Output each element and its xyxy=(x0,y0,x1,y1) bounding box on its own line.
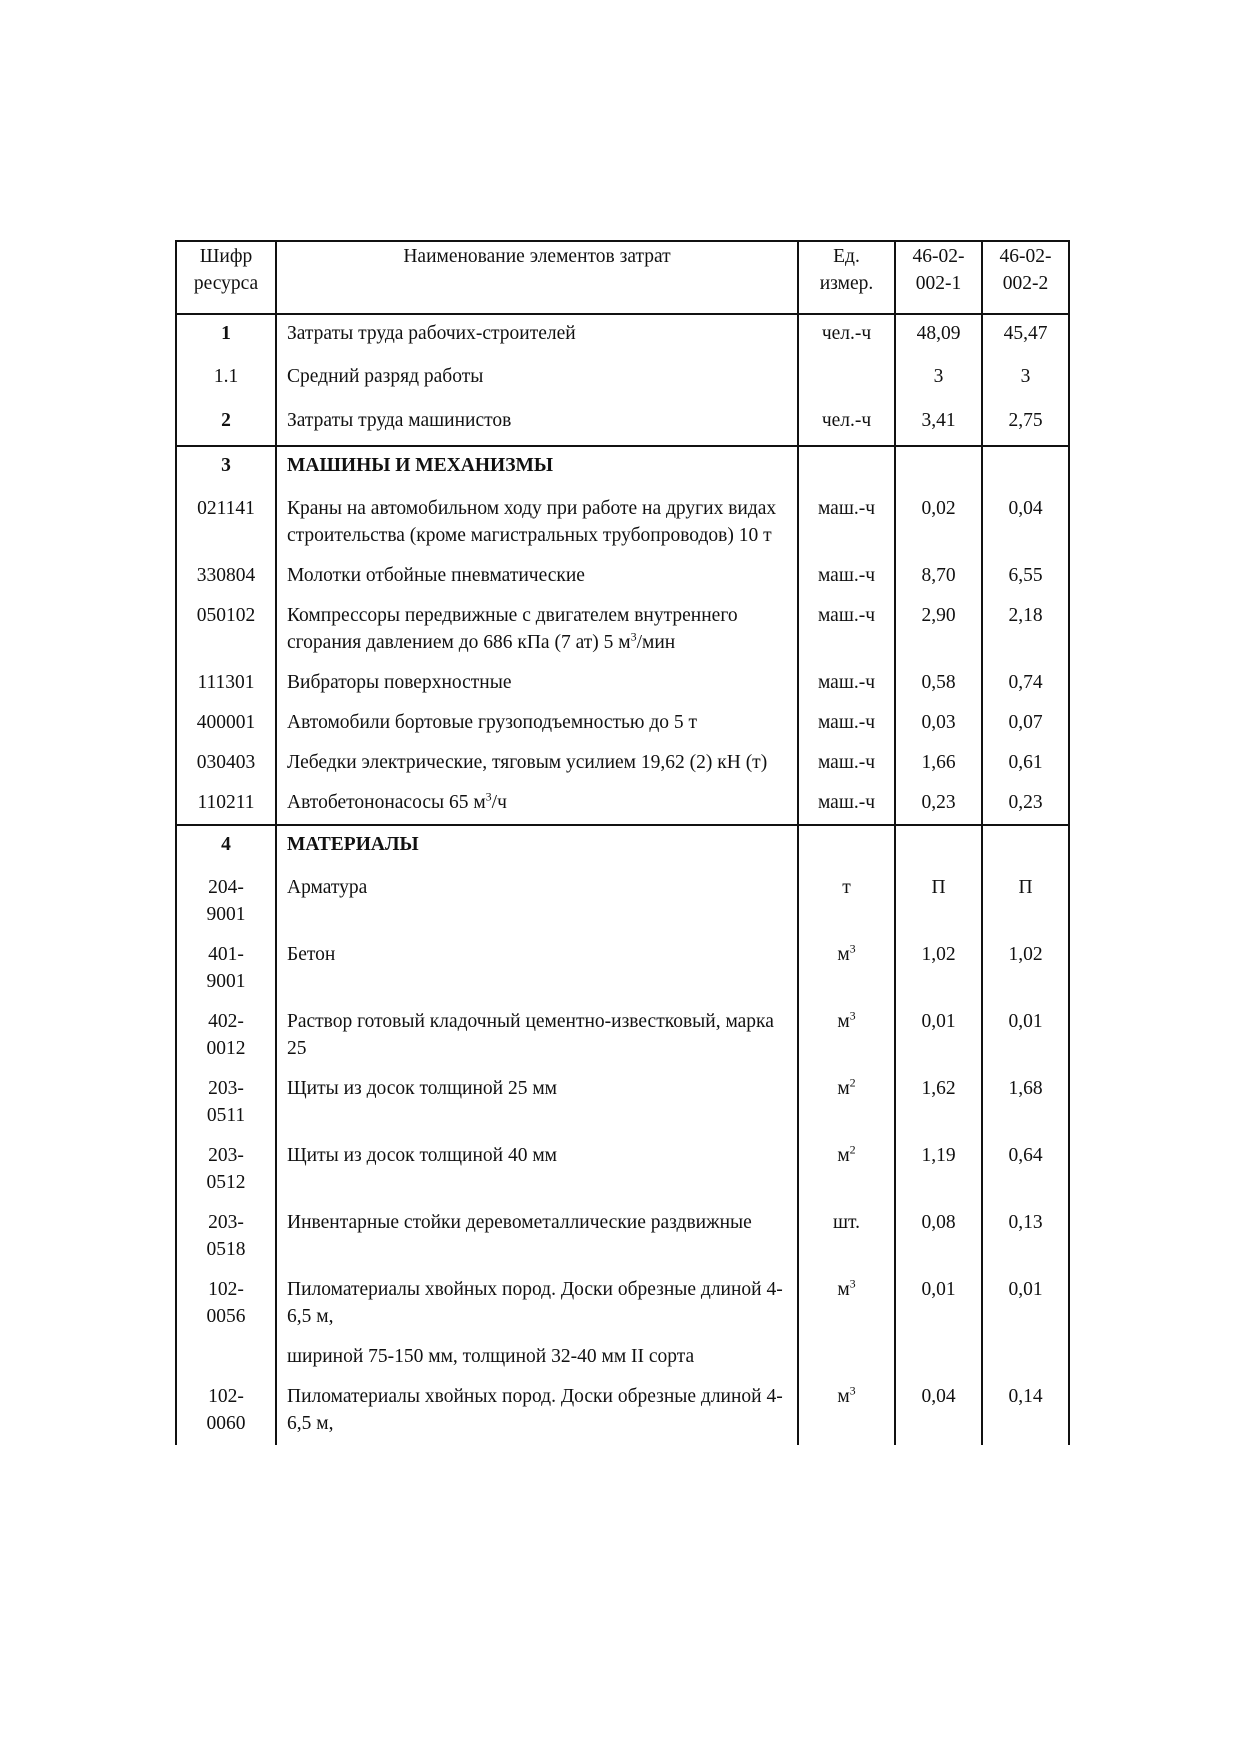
table-row: 110211 Автобетононасосы 65 $м^3/ч$ маш.-ч 0,23 0,23 xyxy=(176,784,1069,825)
resource-table xyxy=(175,240,1070,1445)
section-row-machines: 3 МАШИНЫ И МЕХАНИЗМЫ xyxy=(176,446,1069,490)
header-norm-2: 46-02- 002-2 xyxy=(982,241,1069,314)
table-row: 030403 Лебедки электрические, тяговым усилием 19,62 (2) кН (т) маш.-ч 1,66 0,61 xyxy=(176,744,1069,784)
table-row: 204- 9001 Арматура т П П xyxy=(176,869,1069,936)
table-row: 400001 Автомобили бортовые грузоподъемностью до 5 т маш.-ч 0,03 0,07 xyxy=(176,704,1069,744)
table-row: 330804 Молотки отбойные пневматические маш.-ч 8,70 6,55 xyxy=(176,557,1069,597)
table-row: 050102 Компрессоры передвижные с двигателем внутреннего сгорания давлением до 686 кПа (7 ат) 5 $м^3$/мин маш.-ч 2,90 2,18 xyxy=(176,597,1069,664)
table-row: 111301 Вибраторы поверхностные маш.-ч 0,58 0,74 xyxy=(176,664,1069,704)
table-row: 402- 0012 Раствор готовый кладочный цементно-известковый, марка 25 $м^3$ 0,01 0,01 xyxy=(176,1003,1069,1070)
table-row: 021141 Краны на автомобильном ходу при работе на других видах строительства (кроме магистральных трубопроводов) 10 т маш.-ч 0,02 0,04 xyxy=(176,490,1069,557)
table-row: 203- 0518 Инвентарные стойки деревометаллические раздвижные шт. 0,08 0,13 xyxy=(176,1204,1069,1271)
header-unit: Ед. измер. xyxy=(798,241,895,314)
header-code: Шифр ресурса xyxy=(176,241,276,314)
table-header-row xyxy=(176,241,1069,314)
resource-table-page xyxy=(175,240,1068,1445)
table-row: 102- 0060 Пиломатериалы хвойных пород. Доски обрезные длиной 4-6,5 м, $м^3$ 0,04 0,14 xyxy=(176,1378,1069,1445)
header-name: Наименование элементов затрат xyxy=(276,241,798,314)
table-row: 1.1 Средний разряд работы 3 3 xyxy=(176,358,1069,402)
table-row: 203- 0512 Щиты из досок толщиной 40 мм $м^2$ 1,19 0,64 xyxy=(176,1137,1069,1204)
table-row-continuation: шириной 75-150 мм, толщиной 32-40 мм II сорта xyxy=(176,1338,1069,1378)
table-row: 203- 0511 Щиты из досок толщиной 25 мм $м^2$ 1,62 1,68 xyxy=(176,1070,1069,1137)
table-row: 401- 9001 Бетон $м^3$ 1,02 1,02 xyxy=(176,936,1069,1003)
header-norm-1: 46-02- 002-1 xyxy=(895,241,982,314)
table-row: 2 Затраты труда машинистов чел.-ч 3,41 2,75 xyxy=(176,402,1069,446)
section-row-materials: 4 МАТЕРИАЛЫ xyxy=(176,825,1069,869)
table-row: 102- 0056 Пиломатериалы хвойных пород. Доски обрезные длиной 4-6,5 м, $м^3$ 0,01 0,01 xyxy=(176,1271,1069,1338)
table-row: 1 Затраты труда рабочих-строителей чел.-ч 48,09 45,47 xyxy=(176,314,1069,358)
